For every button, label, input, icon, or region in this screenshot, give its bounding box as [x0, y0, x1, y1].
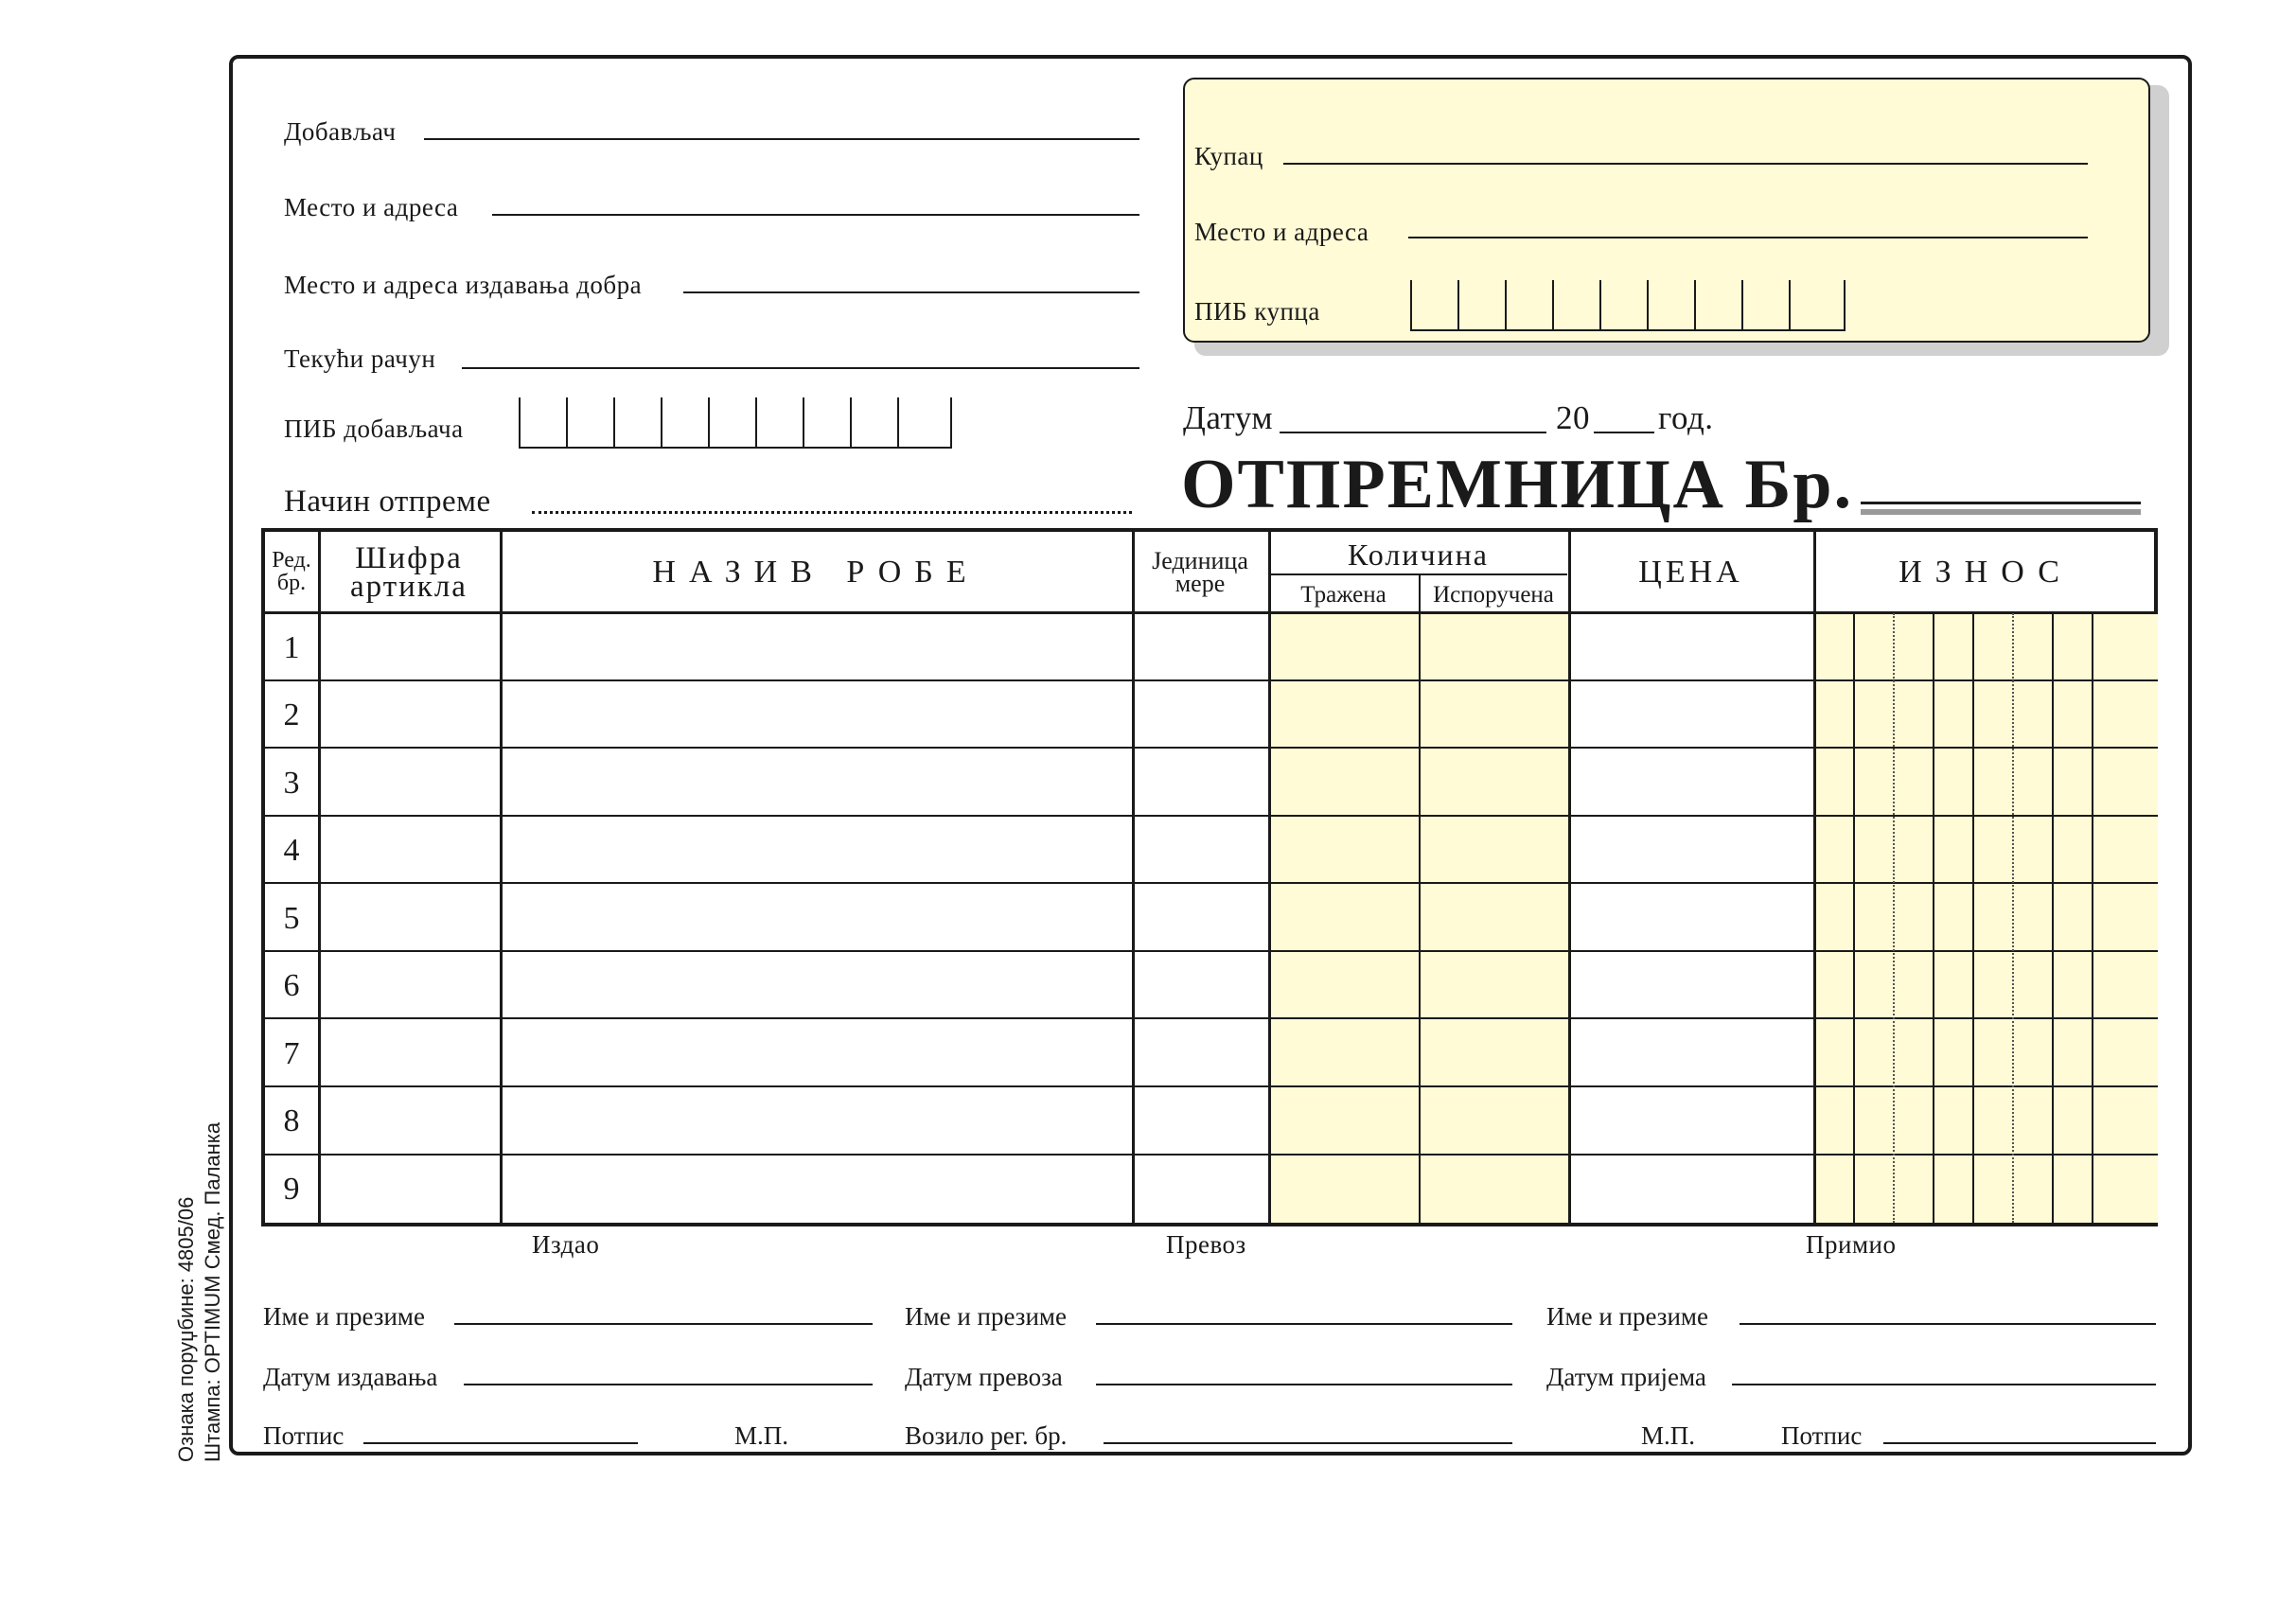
row-divider	[265, 747, 2158, 749]
received-heading: Примио	[1806, 1230, 1897, 1259]
header-qty-requested: Тражена	[1300, 582, 1386, 608]
row-number: 7	[283, 1036, 300, 1071]
driver-name-label: Име и презиме	[905, 1302, 1067, 1331]
header-price: ЦЕНА	[1638, 555, 1743, 590]
receiver-name-field[interactable]	[1740, 1323, 2156, 1325]
col-divider-price	[1813, 532, 1816, 1223]
row-number: 9	[283, 1172, 300, 1207]
receipt-date-label: Датум пријема	[1546, 1363, 1706, 1391]
header-quantity: Количина	[1348, 538, 1489, 572]
header-amount: ИЗНОС	[1899, 555, 2073, 590]
issuer-stamp-label: М.П.	[734, 1421, 789, 1450]
amount-dotted-divider	[2012, 613, 2014, 1223]
printer-note: Штампа: OPTIMUM Смед. Паланка	[201, 1121, 224, 1462]
row-divider	[265, 950, 2158, 952]
col-divider-name	[1132, 532, 1135, 1223]
supplier-pib-cells[interactable]	[519, 397, 952, 449]
buyer-pib-label: ПИБ купца	[1194, 297, 1320, 326]
col-divider-qty	[1419, 573, 1421, 1223]
header-unit-2: мере	[1174, 570, 1226, 597]
issue-address-label: Место и адреса издавања добра	[284, 271, 643, 299]
receiver-name-label: Име и презиме	[1546, 1302, 1708, 1331]
amount-shaded-area	[1814, 613, 2158, 1223]
row-number: 2	[283, 697, 300, 732]
issued-by-heading: Издао	[532, 1230, 600, 1259]
transport-heading: Превоз	[1166, 1230, 1246, 1259]
row-divider	[265, 882, 2158, 884]
header-divider	[265, 611, 2158, 614]
supplier-label: Добављач	[284, 117, 397, 146]
supplier-field[interactable]	[424, 138, 1139, 140]
account-label: Текући рачун	[284, 344, 436, 373]
row-number: 6	[283, 968, 300, 1003]
amount-dotted-divider	[1893, 613, 1895, 1223]
header-code-1: Шифра	[355, 541, 463, 575]
receipt-date-field[interactable]	[1732, 1384, 2156, 1385]
shipping-field[interactable]	[532, 511, 1132, 514]
issuer-name-field[interactable]	[454, 1323, 873, 1325]
receiver-stamp-label: М.П.	[1641, 1421, 1696, 1450]
issue-date-label: Датум издавања	[263, 1363, 438, 1391]
col-divider-qty-end	[1568, 532, 1571, 1223]
issue-address-field[interactable]	[683, 291, 1139, 293]
row-number: 1	[283, 630, 300, 665]
document-number-underline-shadow	[1861, 509, 2141, 515]
header-unit-1: Јединица	[1152, 547, 1248, 574]
header-row-no-2: бр.	[276, 571, 307, 595]
transport-date-label: Датум превоза	[905, 1363, 1063, 1391]
supplier-address-field[interactable]	[492, 214, 1139, 216]
driver-name-field[interactable]	[1096, 1323, 1512, 1325]
header-code-2: артикла	[350, 570, 468, 604]
date-field[interactable]	[1280, 432, 1546, 433]
col-divider-code	[500, 532, 503, 1223]
year-field[interactable]	[1594, 432, 1654, 433]
amount-subdivider	[1933, 613, 1934, 1223]
amount-subdivider	[1972, 613, 1974, 1223]
row-divider	[265, 679, 2158, 681]
buyer-label: Купац	[1194, 142, 1263, 170]
col-divider-unit	[1268, 532, 1271, 1223]
issue-date-field[interactable]	[464, 1384, 873, 1385]
supplier-pib-label: ПИБ добављача	[284, 415, 464, 443]
transport-date-field[interactable]	[1096, 1384, 1512, 1385]
document-title: ОТПРЕМНИЦА Бр.	[1181, 446, 1854, 523]
order-code-note: Ознака поруџбине: 4805/06	[174, 1196, 198, 1462]
row-number: 8	[283, 1103, 300, 1138]
header-row-no-1: Ред.	[272, 548, 311, 573]
buyer-address-label: Место и адреса	[1194, 218, 1369, 246]
row-number: 5	[283, 901, 300, 936]
row-divider	[265, 1017, 2158, 1019]
date-label: Датум	[1183, 399, 1274, 436]
supplier-address-label: Место и адреса	[284, 193, 459, 221]
document-number-field[interactable]	[1861, 502, 2141, 504]
buyer-field[interactable]	[1283, 163, 2088, 165]
issuer-name-label: Име и презиме	[263, 1302, 425, 1331]
items-table	[261, 528, 2158, 1226]
buyer-pib-cells[interactable]	[1410, 280, 1846, 331]
row-divider	[265, 1154, 2158, 1156]
shipping-label: Начин отпреме	[284, 485, 491, 519]
row-number: 3	[283, 766, 300, 801]
vehicle-field[interactable]	[1104, 1442, 1512, 1444]
row-divider	[265, 1085, 2158, 1087]
amount-subdivider	[2092, 613, 2093, 1223]
header-goods-name: НАЗИВ РОБЕ	[652, 555, 980, 590]
issuer-signature-label: Потпис	[263, 1421, 344, 1450]
vehicle-label: Возило рег. бр.	[905, 1421, 1068, 1450]
buyer-address-field[interactable]	[1408, 237, 2088, 238]
amount-subdivider	[1853, 613, 1855, 1223]
col-divider-no	[318, 532, 321, 1223]
year-prefix: 20	[1556, 399, 1590, 436]
receiver-signature-field[interactable]	[1883, 1442, 2156, 1444]
row-number: 4	[283, 833, 300, 868]
account-field[interactable]	[462, 367, 1139, 369]
amount-subdivider	[2052, 613, 2054, 1223]
issuer-signature-field[interactable]	[363, 1442, 638, 1444]
row-divider	[265, 815, 2158, 817]
receiver-signature-label: Потпис	[1781, 1421, 1863, 1450]
header-qty-delivered: Испоручена	[1433, 582, 1554, 608]
year-suffix: год.	[1658, 399, 1714, 436]
